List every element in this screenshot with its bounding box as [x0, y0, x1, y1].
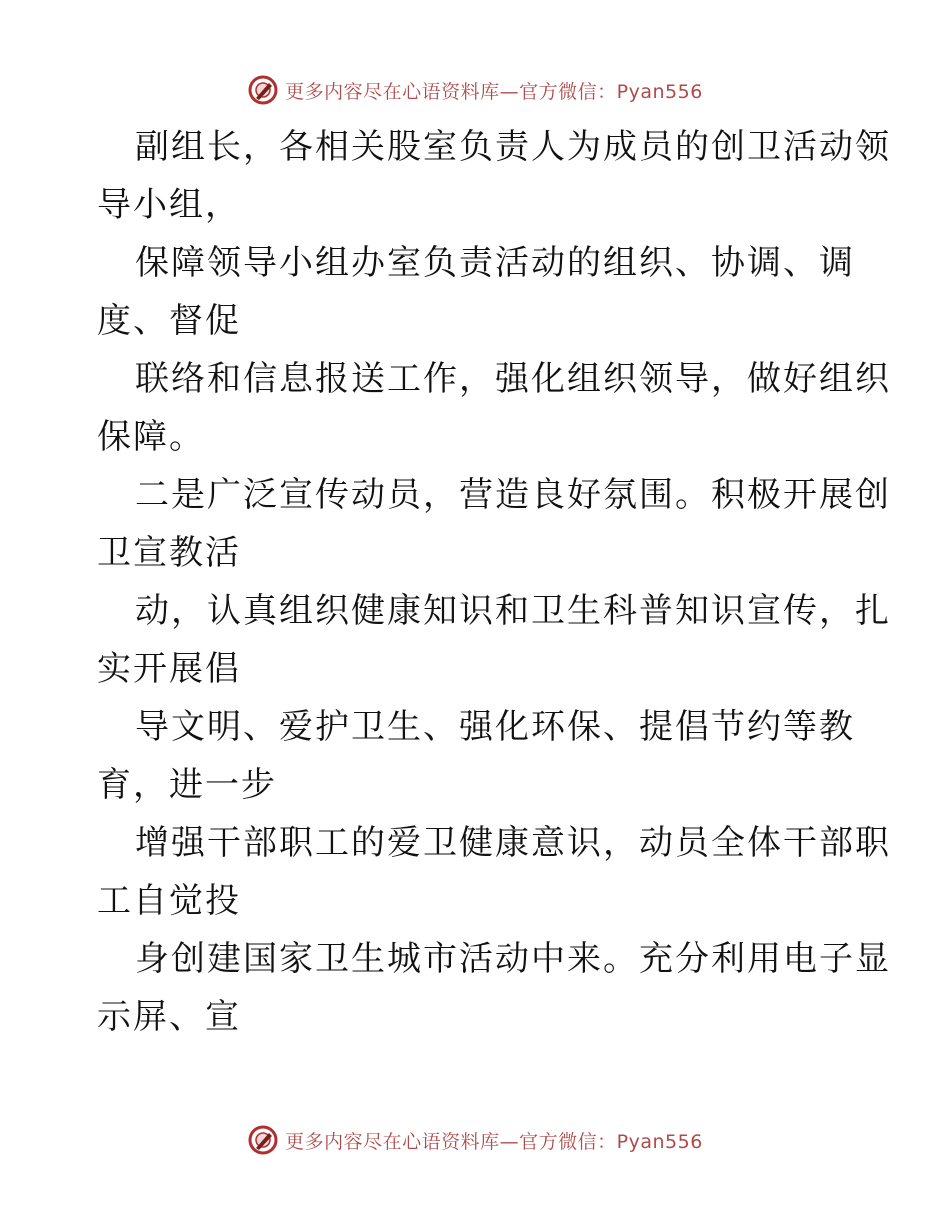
- text-line: 工自觉投: [97, 881, 241, 921]
- document-body: [97, 118, 891, 1046]
- text-line: 导文明、爱护卫生、强化环保、提倡节约等教: [135, 707, 855, 747]
- text-line: 动，认真组织健康知识和卫生科普知识宣传，扎: [135, 591, 891, 631]
- header-watermark-banner: [0, 70, 950, 110]
- footer-watermark-banner: [0, 1120, 950, 1160]
- text-line: 育，进一步: [97, 765, 277, 805]
- text-line: 副组长，各相关股室负责人为成员的创卫活动领: [135, 127, 891, 167]
- pen-circle-logo-icon: [247, 74, 279, 106]
- text-line: 导小组，: [97, 185, 241, 225]
- text-line: 示屏、宣: [97, 997, 241, 1037]
- text-line: 保障。: [97, 417, 205, 457]
- text-line: 实开展倡: [97, 649, 241, 689]
- text-line: 身创建国家卫生城市活动中来。充分利用电子显: [135, 939, 891, 979]
- header-banner-text: 更多内容尽在心语资料库—官方微信：Pyan556: [285, 80, 703, 103]
- text-line: 卫宣教活: [97, 533, 241, 573]
- text-line: 保障领导小组办室负责活动的组织、协调、调: [135, 243, 855, 283]
- text-line: 增强干部职工的爱卫健康意识，动员全体干部职: [135, 823, 891, 863]
- text-line: 二是广泛宣传动员，营造良好氛围。积极开展创: [135, 475, 891, 515]
- footer-banner-text: 更多内容尽在心语资料库—官方微信：Pyan556: [285, 1130, 703, 1153]
- pen-circle-logo-icon: [247, 1124, 279, 1156]
- text-line: 度、督促: [97, 301, 241, 341]
- text-line: 联络和信息报送工作，强化组织领导，做好组织: [135, 359, 891, 399]
